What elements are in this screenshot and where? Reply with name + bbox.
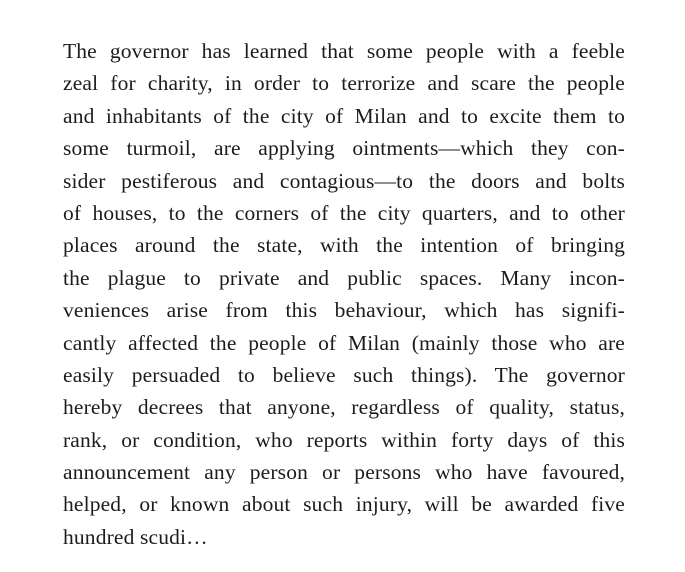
- text-line: the plague to private and public spaces. Many incon-: [63, 265, 625, 290]
- text-line: and inhabitants of the city of Milan and to excite them to: [63, 103, 625, 128]
- decree-text-block: [63, 35, 625, 553]
- text-line: hereby decrees that anyone, regardless of quality, status,: [63, 395, 625, 420]
- text-line: zeal for charity, in order to terrorize and scare the people: [63, 71, 625, 96]
- text-line: some turmoil, are applying ointments—which they con-: [63, 136, 625, 161]
- text-line: places around the state, with the intention of bringing: [63, 233, 625, 258]
- text-line: sider pestiferous and contagious—to the doors and bolts: [63, 168, 625, 193]
- text-line: rank, or condition, who reports within forty days of this: [63, 427, 625, 452]
- text-line: easily persuaded to believe such things). The governor: [63, 362, 625, 387]
- text-line: cantly affected the people of Milan (mainly those who are: [63, 330, 625, 355]
- text-line: The governor has learned that some people with a feeble: [63, 39, 625, 63]
- text-line: announcement any person or persons who have favoured,: [63, 460, 625, 485]
- text-line: veniences arise from this behaviour, which has signifi-: [63, 298, 625, 323]
- text-line: helped, or known about such injury, will be awarded five: [63, 492, 625, 517]
- text-line: of houses, to the corners of the city quarters, and to other: [63, 200, 625, 225]
- text-line: hundred scudi…: [63, 524, 208, 549]
